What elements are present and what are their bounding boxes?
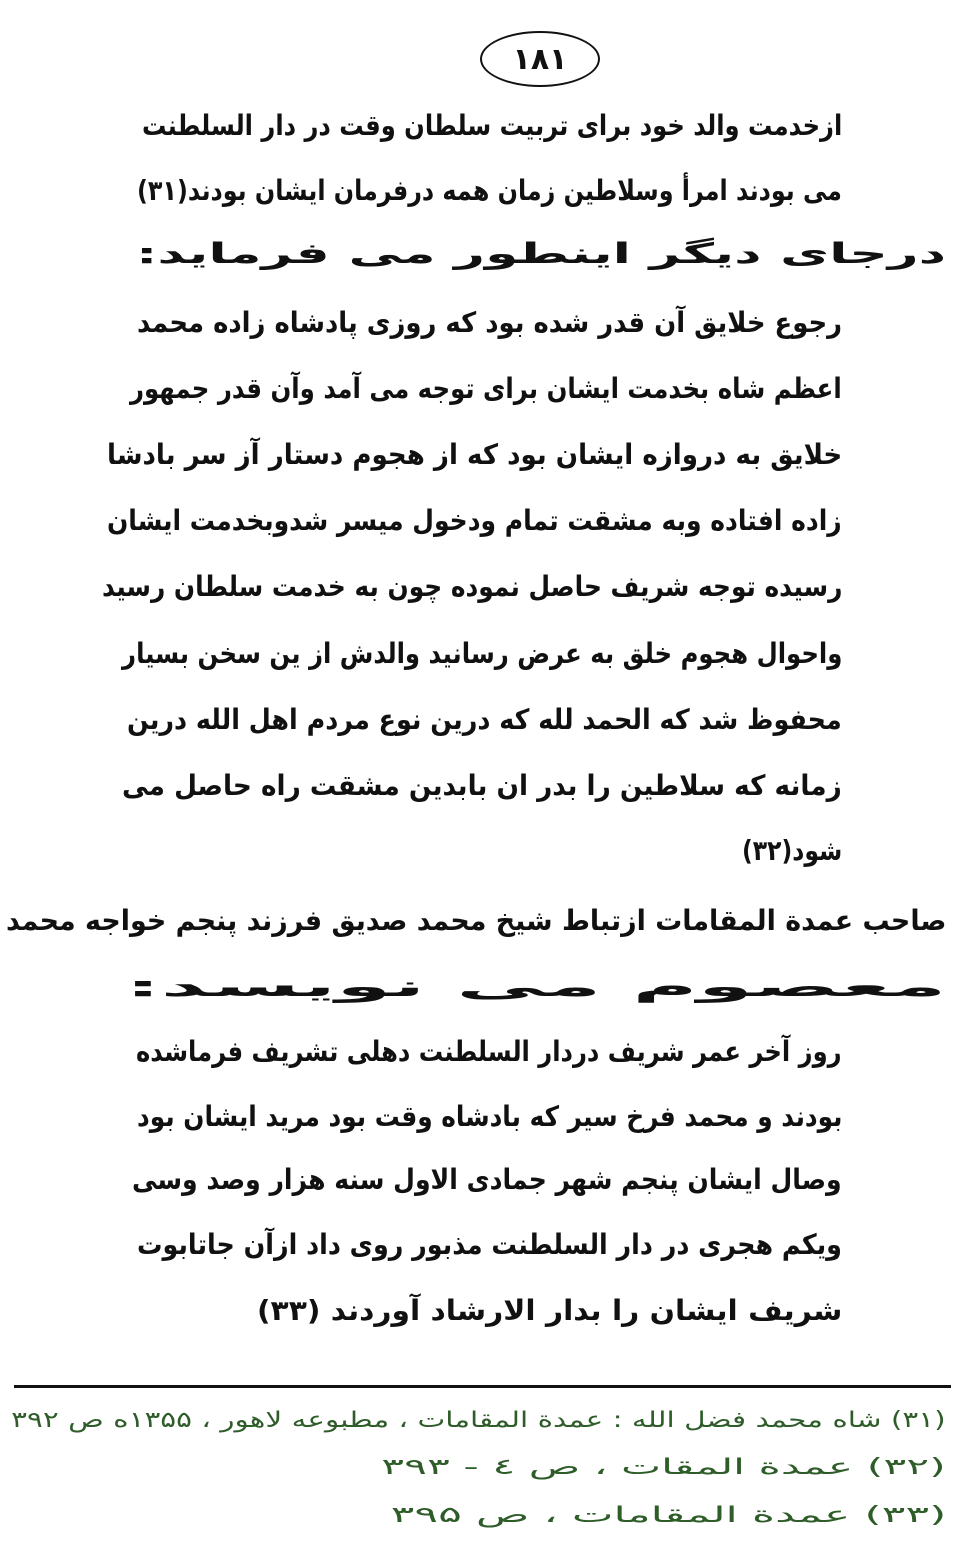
quote-line: خلایق به دروازه ایشان بود که از هجوم دستار آز سر بادشا xyxy=(106,438,842,471)
quote-line: می بودند امرأ وسلاطین زمان همه درفرمان ایشان بودند(۳۱) xyxy=(137,174,843,207)
quote-line: شود(۳۲) xyxy=(741,834,842,867)
page-number: ۱۸۱ xyxy=(480,31,600,87)
quote-line: بودند و محمد فرخ سیر که بادشاه وقت بود مرید ایشان بود xyxy=(136,1100,842,1133)
quote-line: اعظم شاه بخدمت ایشان برای توجه می آمد وآن قدر جمهور xyxy=(130,372,842,405)
quote-line: ازخدمت والد خود برای تربیت سلطان وقت در دار السلطنت xyxy=(141,109,842,142)
quote-line: رجوع خلایق آن قدر شده بود که روزی پادشاه زاده محمد xyxy=(136,306,842,339)
quote-line: شریف ایشان را بدار الارشاد آوردند (۳۳) xyxy=(256,1294,842,1327)
quote-line: وصال ایشان پنجم شهر جمادی الاول سنه هزار وصد وسی xyxy=(132,1163,842,1196)
quote-line: رسیده توجه شریف حاصل نموده چون به خدمت سلطان رسید xyxy=(101,570,842,603)
body-line: درجای دیگر اینطور می فرماید: xyxy=(135,237,946,270)
quote-line: ویکم هجری در دار السلطنت مذبور روی داد ازآن جاتابوت xyxy=(137,1228,842,1261)
footnote-divider xyxy=(14,1385,951,1388)
quote-line: واحوال هجوم خلق به عرض رسانید والدش از ین سخن بسیار xyxy=(121,637,842,670)
body-line: صاحب عمدة المقامات ازتباط شیخ محمد صدیق فرزند پنجم خواجه محمد xyxy=(5,904,946,937)
body-line: معصوم می نویسد: xyxy=(124,970,946,1003)
footnote-item: (۳۳) عمدة المقامات ، ص ۳۹۵ xyxy=(390,1503,946,1528)
quote-line: زاده افتاده وبه مشقت تمام ودخول میسر شدوبخدمت ایشان xyxy=(107,504,842,537)
footnote-item: (۳۲) عمدة المقات ، ص ٤ - ۳۹۳ xyxy=(381,1455,946,1480)
quote-line: روز آخر عمر شریف دردار السلطنت دهلی تشریف فرماشده xyxy=(136,1035,842,1068)
quote-line: محفوظ شد که الحمد لله که درین نوع مردم اهل الله درین xyxy=(127,703,842,736)
footnote-item: (۳۱) شاه محمد فضل الله : عمدة المقامات ، مطبوعه لاهور ، ۱۳۵۵ه ص ۳۹۲ xyxy=(11,1408,946,1433)
quote-line: زمانه که سلاطین را بدر ان بابدین مشقت راه حاصل می xyxy=(122,769,842,802)
